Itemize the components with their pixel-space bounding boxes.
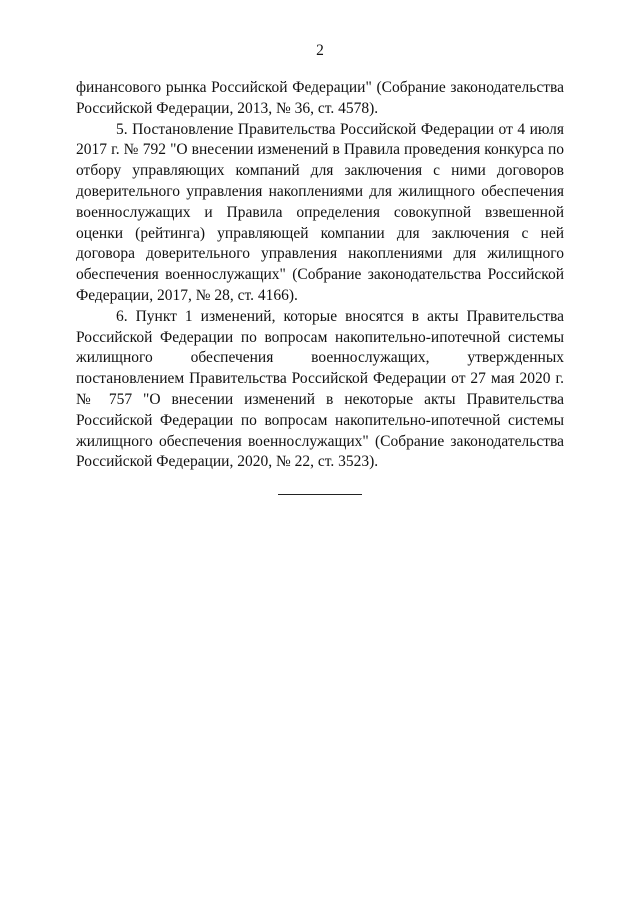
document-body xyxy=(76,78,564,473)
paragraph-item-6: 6. Пункт 1 изменений, которые вносятся в акты Правительства Российской Федерации по вопросам накопительно-ипотечной системы жилищного обеспечения военнослужащих, утвержденных постановлением Правительства Российской Федерации от 27 мая 2020 г. № 757 "О внесении изменений в некоторые акты Правительства Российской Федерации по вопросам накопительно-ипотечной системы жилищного обеспечения военнослужащих" (Собрание законодательства Российской Федерации, 2020, № 22, ст. 3523). xyxy=(76,307,564,471)
paragraph-item-5: 5. Постановление Правительства Российской Федерации от 4 июля 2017 г. № 792 "О внесении изменений в Правила проведения конкурса по отбору управляющих компаний для заключения с ними договоров доверительного управления накоплениями для жилищного обеспечения военнослужащих и Правила определения совокупной взвешенной оценки (рейтинга) управляющей компании для заключения с ней договора доверительного управления накоплениями для жилищного обеспечения военнослужащих" (Собрание законодательства Российской Федерации, 2017, № 28, ст. 4166). xyxy=(76,120,564,304)
page-number: 2 xyxy=(316,42,324,59)
paragraph-continuation: финансового рынка Российской Федерации" (Собрание законодательства Российской Федерации, 2013, № 36, ст. 4578). xyxy=(76,79,564,117)
end-separator-line xyxy=(278,494,362,495)
